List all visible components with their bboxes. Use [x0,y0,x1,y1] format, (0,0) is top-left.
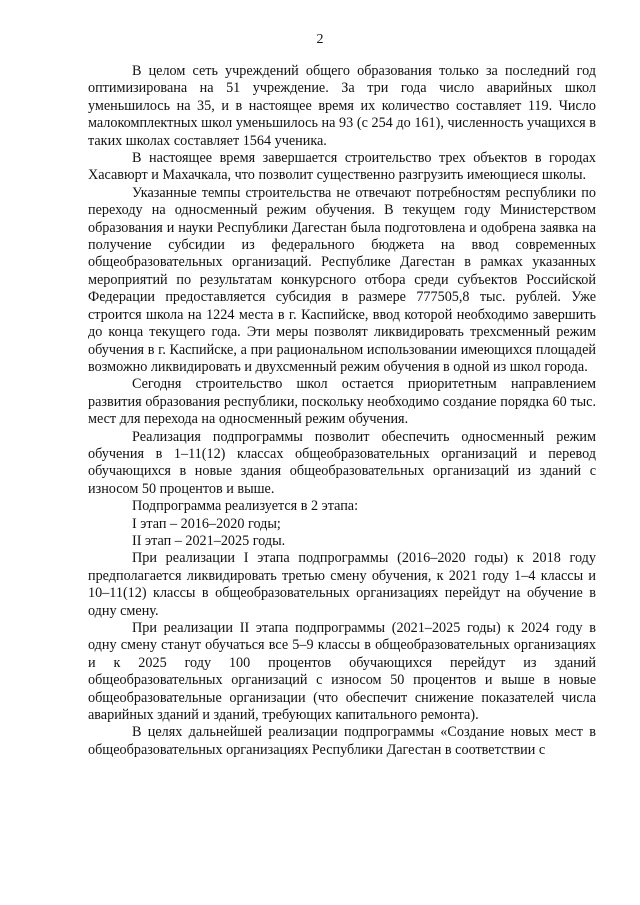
page-number: 2 [316,32,324,47]
paragraph-construction-cities: В настоящее время завершается строительство трех объектов в городах Хасавюрт и Махачкала, что позволит существенно разгрузить имеющиеся школы. [88,150,596,184]
paragraph-network-optimization: В целом сеть учреждений общего образования только за последний год оптимизирована на 51 учреждение. За три года число аварийных школ уменьшилось на 35, и в настоящее время их количество составляет 119. Число малокомплектных школ уменьшилось на 93 (с 254 до 161), численность учащихся в таких школах составляет 1564 ученика. [88,63,596,149]
paragraph-stages-intro: Подпрограмма реализуется в 2 этапа: [132,498,359,515]
paragraph-stage-one: I этап – 2016–2020 годы; [132,515,281,532]
paragraph-priority-direction: Сегодня строительство школ остается приоритетным направлением развития образования республики, поскольку необходимо создание порядка 60 тыс. мест для перехода на односменный режим обучения. [88,376,596,428]
paragraph-subprogram-goal: Реализация подпрограммы позволит обеспечить односменный режим обучения в 1–11(12) классах общеобразовательных организаций и перевод обучающихся в новые здания общеобразовательных организаций из зданий с износом 50 процентов и выше. [88,428,596,497]
document-body [88,63,596,759]
paragraph-construction-pace: Указанные темпы строительства не отвечают потребностям республики по переходу на односменный режим обучения. В текущем году Министерством образования и науки Республики Дагестан была подготовлена и одобрена заявка на получение субсидии из федерального бюджета на ввод современных общеобразовательных организаций. Республике Дагестан в рамках указанных мероприятий по результатам конкурсного отбора среди субъектов Российской Федерации предоставляется субсидия в размере 777505,8 тыс. рублей. Уже строится школа на 1224 места в г. Каспийске, ввод которой необходимо завершить до конца текущего года. Эти меры позволят ликвидировать трехсменный режим обучения в г. Каспийске, а при рациональном использовании имеющихся площадей возможно ликвидировать и двухсменный режим обучения в одной из школ города. [88,184,596,375]
paragraph-stage-one-details: При реализации I этапа подпрограммы (2016–2020 годы) к 2018 году предполагается ликвидировать третью смену обучения, к 2021 году 1–4 классы и 10–11(12) классы в общеобразовательных организациях перейдут на обучение в одну смену. [88,550,596,619]
paragraph-stage-two: II этап – 2021–2025 годы. [132,532,286,549]
paragraph-stage-two-details: При реализации II этапа подпрограммы (2021–2025 годы) к 2024 году в одну смену станут обучаться все 5–9 классы в общеобразовательных организациях и к 2025 году 100 процентов обучающихся перейдут из зданий общеобразовательных организаций с износом 50 процентов и выше в новые общеобразовательные организации (что обеспечит снижение показателей числа аварийных зданий и зданий, требующих капитального ремонта). [88,620,596,724]
paragraph-further-implementation: В целях дальнейшей реализации подпрограммы «Создание новых мест в общеобразовательных организациях Республики Дагестан в соответствии с [88,724,596,758]
